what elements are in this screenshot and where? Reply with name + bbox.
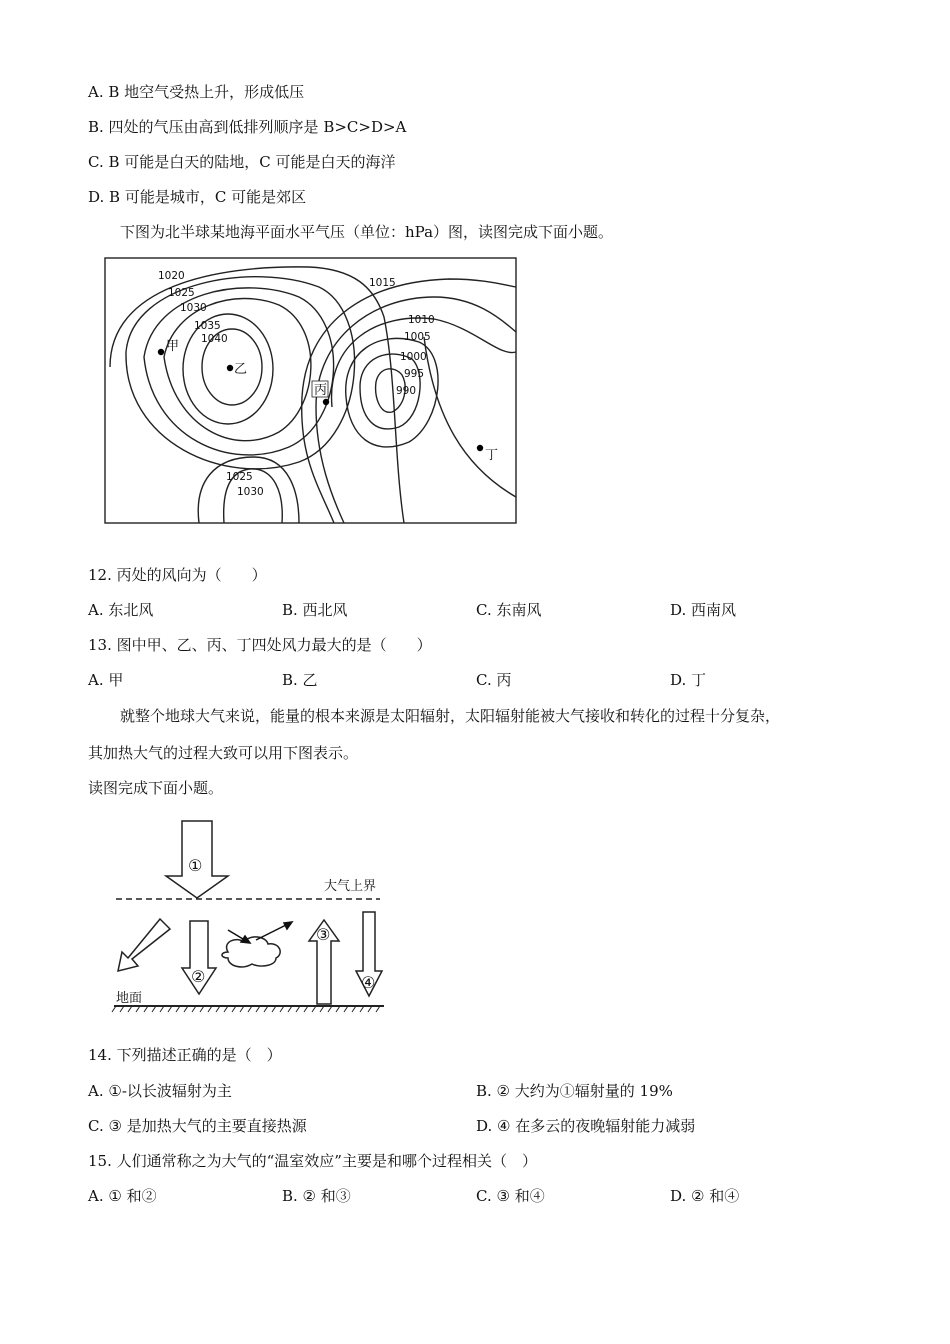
q14-option-d: D. ④ 在多云的夜晚辐射能力减弱: [476, 1117, 696, 1135]
q13-option-d: D. 丁: [670, 671, 707, 689]
isobar-label-1030-south: 1030: [237, 486, 264, 498]
ground-label: 地面: [116, 991, 143, 1006]
q15-option-c: C. ③ 和④: [476, 1187, 545, 1205]
energy-intro-line1: 就整个地球大气来说，能量的根本来源是太阳辐射，太阳辐射能被大气接收和转化的过程十分复杂，: [120, 707, 781, 725]
arrow-1-label: ①: [188, 856, 203, 875]
point-bing: [323, 399, 329, 405]
arrow-2-label: ②: [191, 967, 206, 986]
isobar-label-995: 995: [404, 368, 425, 380]
cloud: [222, 937, 280, 967]
isobar-label-1015: 1015: [369, 277, 396, 289]
isobar-label-1010: 1010: [408, 314, 435, 326]
q11-option-a: A. B 地空气受热上升，形成低压: [88, 83, 305, 101]
q15-option-b: B. ② 和③: [282, 1187, 351, 1205]
q12-stem: 12. 丙处的风向为（ ）: [88, 566, 267, 584]
q14-stem: 14. 下列描述正确的是（ ）: [88, 1046, 282, 1064]
q13-option-c: C. 丙: [476, 671, 512, 689]
q14-option-b: B. ② 大约为①辐射量的 19%: [476, 1082, 673, 1100]
point-label-yi: 乙: [234, 362, 248, 377]
arrow-3-label: ③: [316, 925, 331, 944]
isobar-label-990: 990: [396, 385, 417, 397]
q11-option-c: C. B 可能是白天的陆地，C 可能是白天的海洋: [88, 153, 396, 171]
point-ding: [477, 445, 483, 451]
isobar-label-1040: 1040: [201, 333, 228, 345]
isobar-label-1005: 1005: [404, 331, 431, 343]
q11-option-b: B. 四处的气压由高到低排列顺序是 B>C>D>A: [88, 118, 407, 136]
isobar-label-1030: 1030: [180, 302, 207, 314]
arrow-4-label: ④: [361, 973, 376, 992]
q13-option-a: A. 甲: [88, 671, 124, 689]
q13-stem: 13. 图中甲、乙、丙、丁四处风力最大的是（ ）: [88, 636, 432, 654]
point-yi: [227, 365, 233, 371]
q15-option-a: A. ① 和②: [88, 1187, 157, 1205]
q14-option-c: C. ③ 是加热大气的主要直接热源: [88, 1117, 307, 1135]
atmosphere-heating-diagram: [110, 816, 400, 1016]
pressure-map: [104, 257, 518, 525]
energy-intro-line3: 读图完成下面小题。: [88, 779, 224, 797]
q15-stem: 15. 人们通常称之为大气的“温室效应”主要是和哪个过程相关（ ）: [88, 1152, 537, 1170]
point-jia: [158, 349, 164, 355]
pressure-intro: 下图为北半球某地海平面水平气压（单位：hPa）图，读图完成下面小题。: [120, 223, 614, 241]
q15-option-d: D. ② 和④: [670, 1187, 740, 1205]
q12-option-a: A. 东北风: [88, 601, 154, 619]
q13-option-b: B. 乙: [282, 671, 318, 689]
point-label-jia: 甲: [166, 339, 180, 354]
atmosphere-top-label: 大气上界: [324, 879, 377, 894]
q12-option-c: C. 东南风: [476, 601, 542, 619]
point-label-ding: 丁: [485, 448, 499, 463]
energy-intro-line2: 其加热大气的过程大致可以用下图表示。: [88, 744, 359, 762]
q14-option-a: A. ①-以长波辐射为主: [88, 1082, 232, 1100]
q12-option-b: B. 西北风: [282, 601, 348, 619]
isobar-label-1020: 1020: [158, 270, 185, 282]
q12-option-d: D. 西南风: [670, 601, 737, 619]
q11-option-d: D. B 可能是城市，C 可能是郊区: [88, 188, 307, 206]
reflected-arrow: [118, 919, 170, 971]
point-label-bing: 丙: [314, 383, 328, 398]
isobar-label-1025-south: 1025: [226, 471, 253, 483]
isobar-label-1035: 1035: [194, 320, 221, 332]
isobar-label-1000: 1000: [400, 351, 427, 363]
isobar-label-1025: 1025: [168, 287, 195, 299]
